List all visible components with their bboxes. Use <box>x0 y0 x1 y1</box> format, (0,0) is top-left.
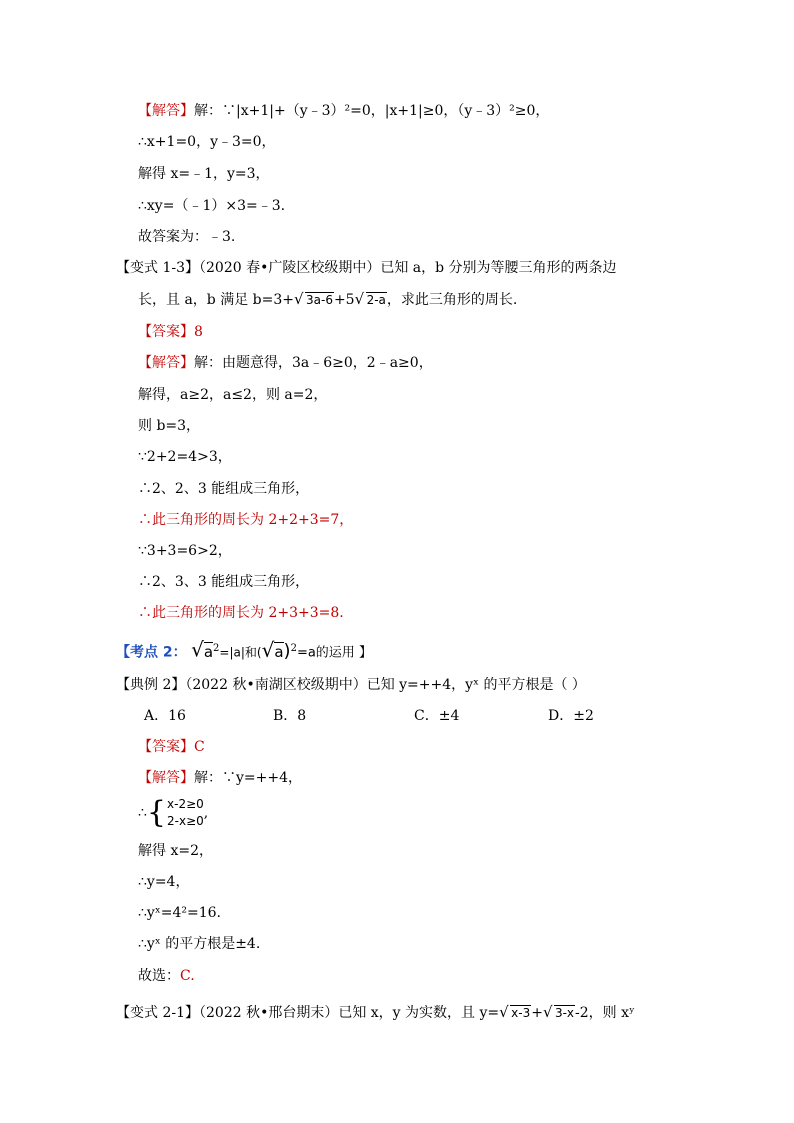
example-text: （2022 秋•南湖区校级期中）已知 y=++4，yˣ 的平方根是（ ） <box>185 677 586 693</box>
radicand: a <box>274 642 284 661</box>
problem-continuation <box>138 290 517 310</box>
example-tag: 【典例 2】 <box>116 677 186 693</box>
radicand: 3-x <box>554 1006 575 1020</box>
heading-formula: =|a|和( <box>219 645 262 660</box>
sqrt-a-squared: $√a^2$ <box>191 637 220 662</box>
variant-text: （2020 春•广陵区校级期中）已知 a，b 分别为等腰三角形的两条边 <box>199 260 617 276</box>
radicand: a <box>203 642 214 661</box>
sqrt-a: √a <box>261 637 284 662</box>
exponent: 2 <box>213 643 220 654</box>
therefore-symbol: ∴ <box>138 805 147 821</box>
solution-line: ∴此三角形的周长为 2+3+3=8. <box>138 605 344 621</box>
answer-line <box>138 737 205 757</box>
solution-line: 解得，a≥2，a≤2，则 a=2， <box>138 387 328 403</box>
problem-example-2 <box>116 675 586 695</box>
solution-line: ∴yˣ 的平方根是±4. <box>138 936 261 952</box>
answer-choice: C. <box>180 968 195 984</box>
system-rows <box>167 796 204 830</box>
solution-line: ∴2、3、3 能组成三角形， <box>138 574 310 590</box>
problem-variant-2-1 <box>116 1003 635 1023</box>
system-row: 2-x≥0 <box>167 814 204 828</box>
choice-b: B．8 <box>273 708 307 724</box>
sqrt-expression <box>296 290 334 310</box>
solution-text: 解：∵y=++4， <box>194 770 303 786</box>
solution-line: 解得 x=2， <box>138 843 213 859</box>
solution-line <box>138 353 433 373</box>
solution-line <box>138 966 195 986</box>
sqrt-expression <box>545 1003 575 1023</box>
solution-line: ∴xy=（﹣1）×3=﹣3. <box>138 198 286 214</box>
sqrt-expression <box>357 290 387 310</box>
section-heading <box>116 636 372 667</box>
problem-text: +5 <box>333 292 355 308</box>
solution-line: ∴此三角形的周长为 2+2+3=7， <box>138 512 354 528</box>
solution-line <box>138 768 302 788</box>
problem-text: 长，且 a，b 满足 b=3+ <box>138 292 294 308</box>
choice-c: C．±4 <box>414 708 460 724</box>
problem-variant-1-3 <box>116 258 617 278</box>
solution-text: 解：由题意得，3a﹣6≥0，2﹣a≥0， <box>194 355 433 371</box>
inequality-system <box>138 795 208 831</box>
exponent: 2 <box>290 643 297 654</box>
answer-line <box>138 322 203 342</box>
solution-text: 解：∵|x+1|+（y﹣3）²=0，|x+1|≥0，（y﹣3）²≥0， <box>194 103 550 119</box>
solution-line: ∵3+3=6>2， <box>138 543 232 559</box>
solution-tag: 【解答】 <box>138 770 194 786</box>
choice-d: D．±2 <box>548 708 594 724</box>
solution-line: 解得 x=﹣1，y=3， <box>138 166 270 182</box>
heading-formula: =a的运用 】 <box>296 645 372 661</box>
system-row: x-2≥0 <box>167 797 204 811</box>
problem-text: ，求此三角形的周长. <box>386 292 518 308</box>
punctuation: , <box>203 805 209 821</box>
paren: ) <box>283 640 291 662</box>
solution-text: 故选： <box>138 968 180 984</box>
solution-line: ∴x+1=0，y﹣3=0， <box>138 134 276 150</box>
radicand: 3a-6 <box>306 293 333 307</box>
choice-a: A．16 <box>144 708 186 724</box>
solution-tag: 【解答】 <box>138 355 194 371</box>
plus-sign: + <box>531 1005 543 1021</box>
answer-tag: 【答案】 <box>138 739 194 755</box>
solution-line: ∴yˣ=4²=16. <box>138 905 221 921</box>
sqrt-expression <box>501 1003 531 1023</box>
solution-line: ∵2+2=4>3， <box>138 449 232 465</box>
answer-value: C <box>194 739 205 755</box>
answer-tag: 【答案】 <box>138 324 194 340</box>
variant-text: （2022 秋•邢台期末）已知 x，y 为实数，且 y= <box>199 1005 500 1021</box>
radicand: 2-a <box>366 293 386 307</box>
variant-tag: 【变式 1-3】 <box>116 260 199 276</box>
heading-label: 【考点 2： <box>116 644 187 661</box>
solution-line <box>138 101 549 121</box>
solution-tag: 【解答】 <box>138 103 194 119</box>
solution-line: ∴2、2、3 能组成三角形， <box>138 481 310 497</box>
brace-symbol: { <box>146 795 167 830</box>
solution-line: ∴y=4， <box>138 874 190 890</box>
answer-value: 8 <box>194 324 203 340</box>
radicand: x-3 <box>511 1006 531 1020</box>
solution-line: 故答案为：﹣3. <box>138 229 236 245</box>
variant-text: -2，则 xʸ <box>575 1005 635 1021</box>
variant-tag: 【变式 2-1】 <box>116 1005 199 1021</box>
solution-line: 则 b=3， <box>138 418 201 434</box>
